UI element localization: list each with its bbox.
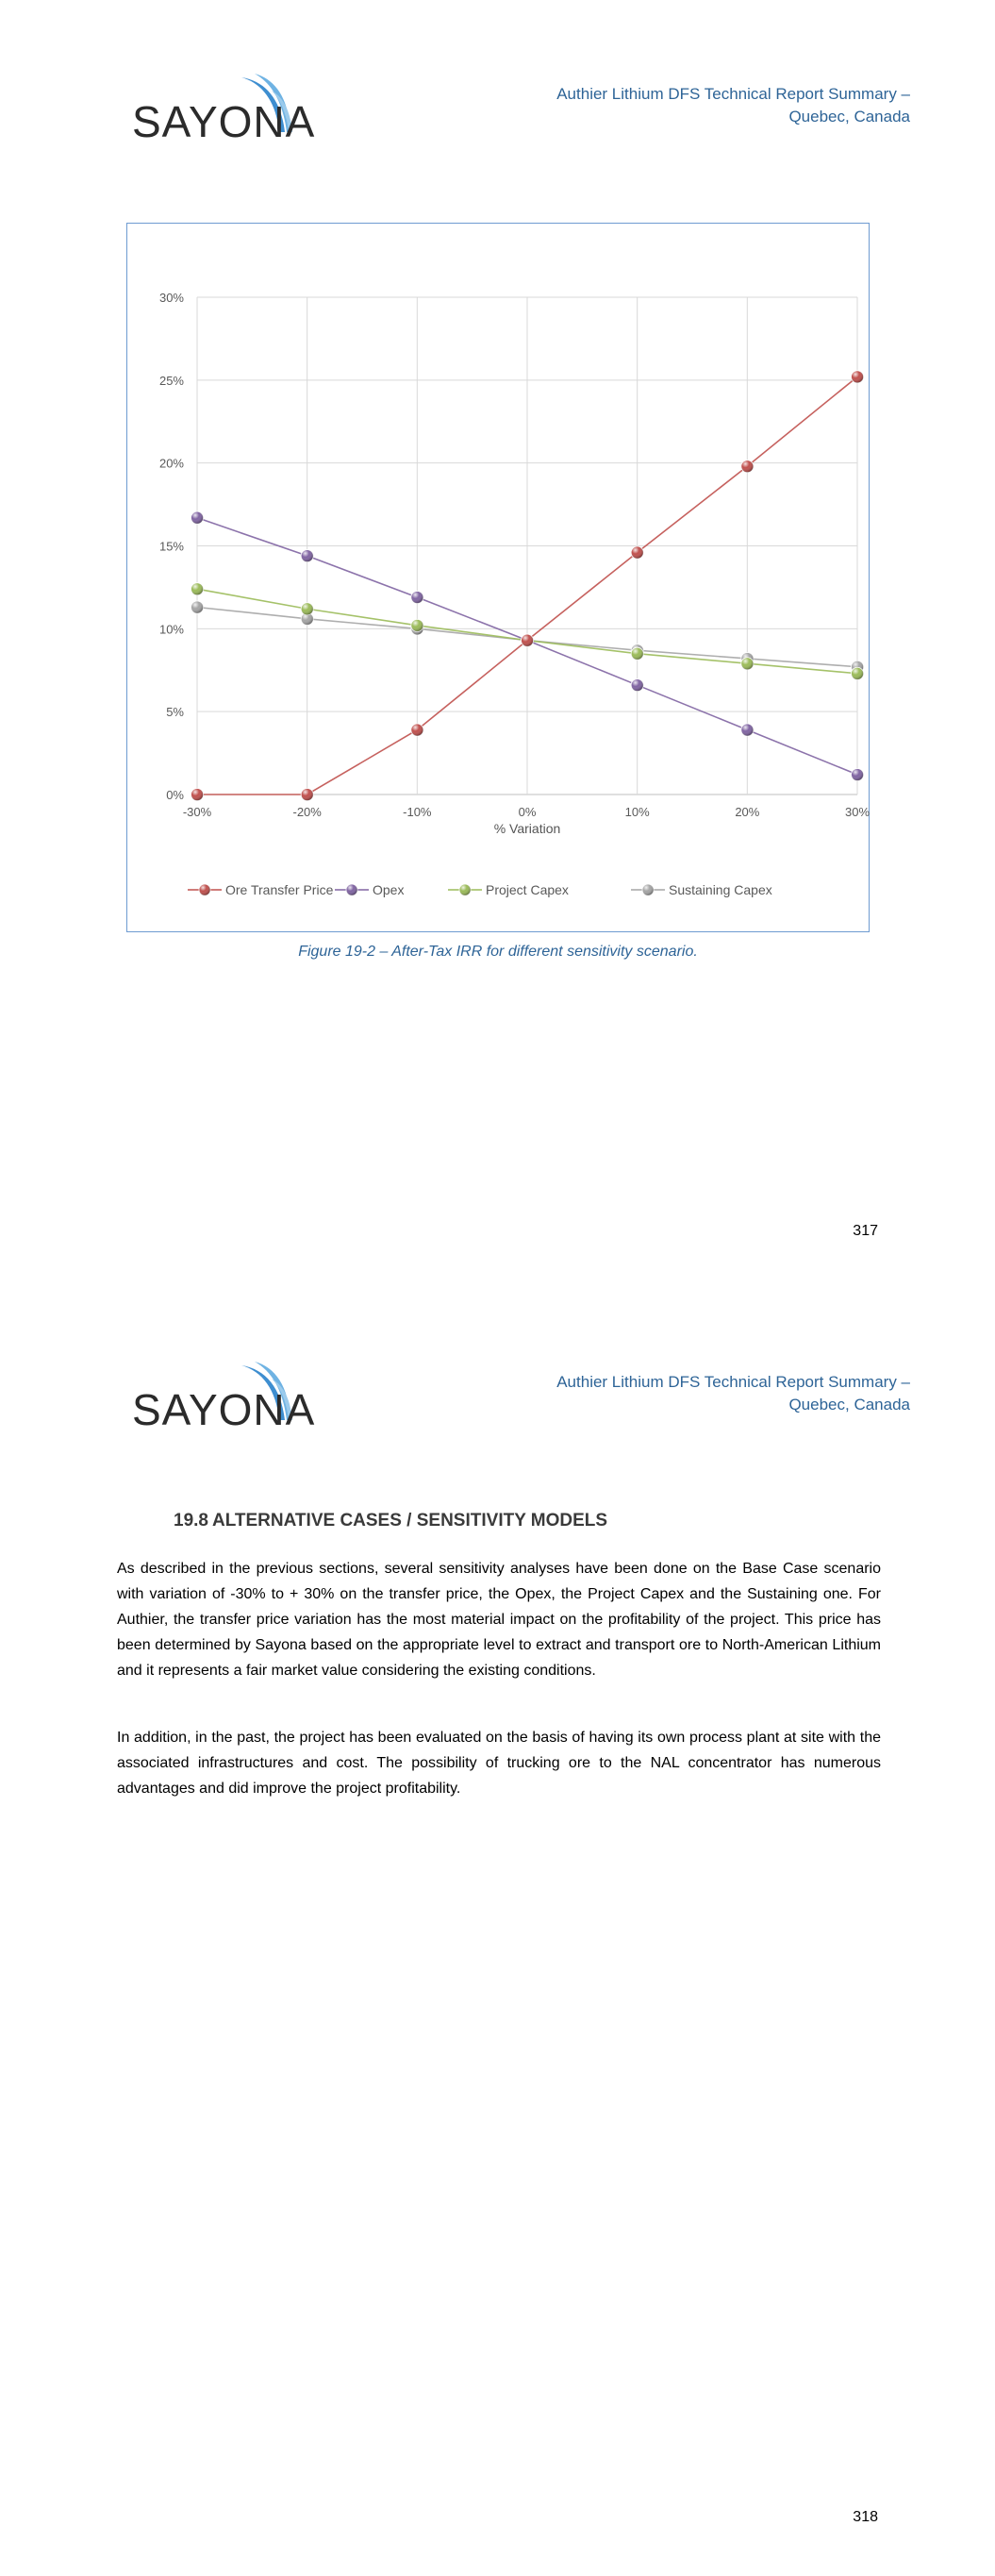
section-title: ALTERNATIVE CASES / SENSITIVITY MODELS bbox=[211, 1511, 608, 1531]
data-point bbox=[741, 460, 754, 473]
section-number: 19.8 bbox=[174, 1511, 208, 1531]
section-heading bbox=[174, 1511, 607, 1531]
point-shade bbox=[852, 667, 864, 679]
y-tick-label: 25% bbox=[158, 373, 184, 388]
data-point bbox=[301, 789, 313, 801]
legend-label: Sustaining Capex bbox=[669, 882, 772, 897]
logo-text: SAYONA bbox=[132, 1385, 316, 1434]
x-tick-label: 0% bbox=[518, 805, 537, 819]
header-line-1: Authier Lithium DFS Technical Report Summary – bbox=[556, 1373, 910, 1391]
legend-marker-shade bbox=[199, 884, 210, 895]
sayona-logo bbox=[132, 74, 316, 149]
point-shade bbox=[741, 460, 754, 473]
header-line-2: Quebec, Canada bbox=[788, 1396, 910, 1413]
header-line-1: Authier Lithium DFS Technical Report Summary – bbox=[556, 85, 910, 103]
data-point bbox=[411, 591, 423, 603]
irr-sensitivity-chart bbox=[126, 223, 870, 932]
legend-item bbox=[188, 882, 334, 897]
page-number: 317 bbox=[853, 1223, 878, 1239]
x-tick-label: -30% bbox=[182, 805, 212, 819]
point-shade bbox=[631, 647, 643, 660]
x-tick-label: 20% bbox=[735, 805, 760, 819]
data-point bbox=[411, 724, 423, 736]
report-header bbox=[514, 1371, 910, 1416]
figure-caption: Figure 19-2 – After-Tax IRR for different sensitivity scenario. bbox=[298, 944, 698, 960]
point-shade bbox=[411, 619, 423, 631]
legend-item bbox=[631, 882, 772, 897]
point-shade bbox=[631, 679, 643, 692]
point-shade bbox=[522, 634, 534, 646]
y-tick-label: 15% bbox=[158, 539, 184, 554]
legend-marker-shade bbox=[459, 884, 471, 895]
data-point bbox=[631, 647, 643, 660]
logo-text: SAYONA bbox=[132, 97, 316, 146]
legend-item bbox=[335, 882, 404, 897]
point-shade bbox=[191, 511, 204, 524]
paragraph: In addition, in the past, the project has been evaluated on the basis of having its own process plant at site with the associated infrastructures and cost. The possibility of trucking ore to the NAL concentrator has numerous advantages and did improve the project profitability. bbox=[117, 1730, 881, 1797]
data-point bbox=[301, 603, 313, 615]
data-point bbox=[741, 658, 754, 670]
legend-marker-shade bbox=[642, 884, 654, 895]
point-shade bbox=[631, 546, 643, 559]
point-shade bbox=[191, 789, 204, 801]
data-point bbox=[301, 550, 313, 562]
data-point bbox=[191, 511, 204, 524]
x-tick-label: -20% bbox=[292, 805, 322, 819]
legend-label: Ore Transfer Price bbox=[225, 882, 334, 897]
data-point bbox=[852, 371, 864, 383]
point-shade bbox=[411, 724, 423, 736]
point-shade bbox=[741, 658, 754, 670]
x-tick-label: 30% bbox=[844, 805, 871, 819]
point-shade bbox=[191, 601, 204, 613]
point-shade bbox=[301, 789, 313, 801]
legend-label: Project Capex bbox=[486, 882, 569, 897]
y-tick-label: 30% bbox=[158, 291, 184, 305]
point-shade bbox=[191, 583, 204, 595]
data-point bbox=[631, 546, 643, 559]
y-tick-label: 10% bbox=[158, 622, 184, 637]
legend-item bbox=[448, 882, 569, 897]
chart-svg bbox=[127, 224, 871, 933]
report-header bbox=[514, 83, 910, 128]
data-point bbox=[852, 667, 864, 679]
x-axis-title: % Variation bbox=[493, 821, 561, 836]
point-shade bbox=[852, 768, 864, 780]
data-point bbox=[411, 619, 423, 631]
legend-marker-shade bbox=[346, 884, 357, 895]
header-line-2: Quebec, Canada bbox=[788, 108, 910, 125]
y-tick-label: 20% bbox=[158, 456, 184, 471]
data-point bbox=[191, 601, 204, 613]
y-tick-label: 0% bbox=[166, 788, 184, 802]
paragraph: As described in the previous sections, several sensitivity analyses have been done on the Base Case scenario with variation of -30% to + 30% on the transfer price, the Opex, the Project Capex and the Sustaining one. For Authier, the transfer price variation has the most material impact on the profitability of the project. This price has been determined by Sayona based on the appropriate level to extract and transport ore to North-American Lithium and it represents a fair market value considering the existing conditions. bbox=[117, 1561, 881, 1679]
data-point bbox=[631, 679, 643, 692]
data-point bbox=[191, 789, 204, 801]
sayona-logo bbox=[132, 1362, 316, 1437]
point-shade bbox=[301, 550, 313, 562]
point-shade bbox=[741, 724, 754, 736]
point-shade bbox=[852, 371, 864, 383]
data-point bbox=[191, 583, 204, 595]
data-point bbox=[852, 768, 864, 780]
point-shade bbox=[301, 603, 313, 615]
data-point bbox=[522, 634, 534, 646]
point-shade bbox=[411, 591, 423, 603]
x-tick-label: 10% bbox=[624, 805, 650, 819]
page-number: 318 bbox=[853, 2509, 878, 2525]
y-tick-label: 5% bbox=[166, 705, 184, 720]
legend-label: Opex bbox=[373, 882, 405, 897]
data-point bbox=[741, 724, 754, 736]
page-318 bbox=[0, 1288, 995, 2576]
x-tick-label: -10% bbox=[403, 805, 432, 819]
